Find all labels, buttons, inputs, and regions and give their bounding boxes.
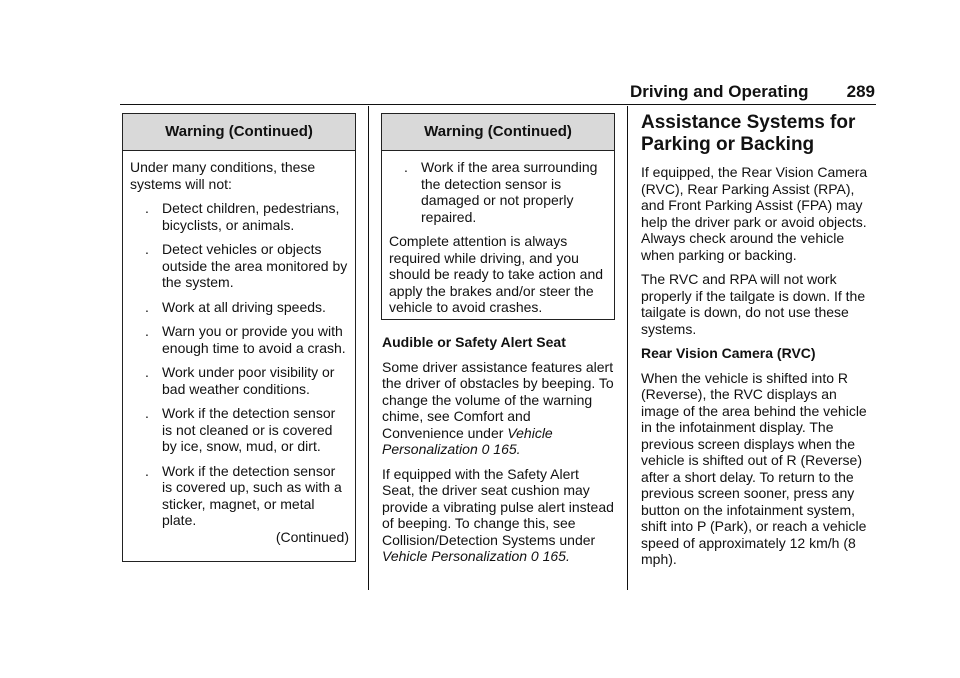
page-reference: 0 165.: [481, 441, 521, 457]
bullet-icon: .: [145, 405, 149, 421]
header-divider: [120, 104, 876, 105]
continued-label: (Continued): [275, 528, 349, 545]
column-2-text: [382, 334, 614, 573]
list-item: . Work under poor visibility or bad weather conditions.: [145, 364, 335, 397]
column-divider: [627, 106, 628, 590]
bullet-icon: .: [145, 364, 149, 380]
warning-box: [381, 113, 615, 320]
warning-intro: Under many conditions, these systems will not:: [130, 159, 316, 192]
list-item: . Work if the area surrounding the detection sensor is damaged or not properly repaired.: [404, 159, 598, 225]
list-item: . Detect vehicles or objects outside the area monitored by the system.: [145, 241, 348, 290]
cross-reference[interactable]: Vehicle Personalization: [382, 548, 528, 564]
bullet-icon: .: [145, 323, 149, 339]
section-heading: Audible or Safety Alert Seat: [382, 334, 566, 350]
page-reference: 0 165.: [530, 548, 570, 564]
bullet-icon: .: [145, 462, 149, 479]
subsection-heading: Rear Vision Camera (RVC): [641, 345, 816, 361]
list-item: . Warn you or provide you with enough time to avoid a crash.: [145, 323, 346, 356]
bullet-icon: .: [145, 200, 149, 216]
column-3-text: [641, 112, 877, 576]
warning-title: Warning (Continued): [123, 114, 355, 151]
list-item: . Detect children, pedestrians, bicyclists, or animals.: [145, 200, 340, 233]
paragraph: If equipped, the Rear Vision Camera (RVC), Rear Parking Assist (RPA), and Front Parking Assist (FPA) may help the driver park or avoid objects. Always check around the vehicle when parking or backing.: [641, 164, 868, 263]
cross-reference[interactable]: Vehicle Personalization: [382, 424, 553, 457]
bullet-icon: .: [145, 298, 149, 315]
paragraph: If equipped with the Safety Alert Seat, the driver seat cushion may provide a vibrating pulse alert instead of beeping. To change this, see Collision/Detection Systems under Vehicle Personalization 0 165.: [382, 465, 614, 564]
warning-box: [122, 113, 356, 562]
bullet-icon: .: [404, 159, 408, 175]
column-divider: [368, 106, 369, 590]
section-title: Driving and Operating: [630, 82, 809, 101]
paragraph: The RVC and RPA will not work properly if the tailgate is down. If the tailgate is down, do not use these systems.: [641, 271, 866, 337]
paragraph: When the vehicle is shifted into R (Reverse), the RVC displays an image of the area behind the vehicle in the infotainment display. The previous screen displays when the vehicle is shifted out of R (Reverse) after a short delay. To return to the previous screen sooner, press any button on the infotainment system, shift into P (Park), or reach a vehicle speed of approximately 12 km/h (8 mph).: [641, 369, 867, 567]
paragraph: Some driver assistance features alert the driver of obstacles by beeping. To change the volume of the warning chime, see Comfort and Convenience under Vehicle Personalization 0 165.: [382, 358, 614, 457]
list-item: . Work at all driving speeds.: [145, 298, 326, 315]
section-title-heading: Assistance Systems for Parking or Backing: [641, 112, 856, 155]
page-number: 289: [846, 82, 875, 101]
warning-attention-text: Complete attention is always required while driving, and you should be ready to take action and apply the brakes and/or steer the vehicle to avoid crashes.: [389, 233, 604, 315]
list-item: . Work if the detection sensor is covered up, such as with a sticker, magnet, or metal plate.: [145, 462, 342, 528]
bullet-icon: .: [145, 241, 149, 257]
list-item: . Work if the detection sensor is not cleaned or is covered by ice, snow, mud, or dirt.: [145, 405, 336, 454]
page-header: [120, 82, 875, 104]
warning-title: Warning (Continued): [382, 114, 614, 151]
